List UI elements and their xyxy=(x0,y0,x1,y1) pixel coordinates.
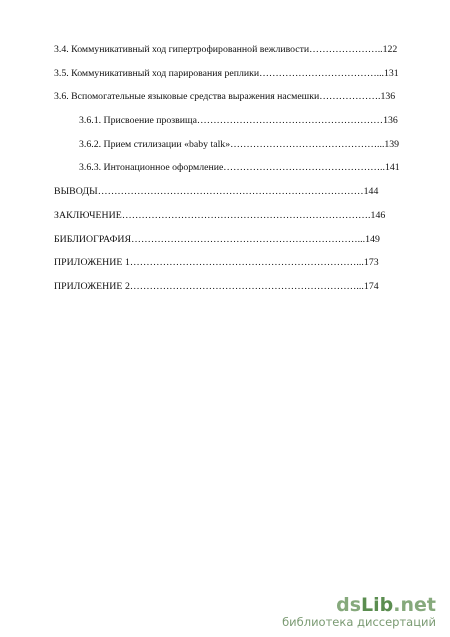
table-of-contents xyxy=(54,38,428,299)
toc-entry-appendix-2: ПРИЛОЖЕНИЕ 2……………………………………………………………...174 xyxy=(54,280,379,292)
dslib-watermark xyxy=(282,595,436,629)
watermark-logo-lib: Lib xyxy=(361,594,394,616)
toc-entry-bibliography: БИБЛИОГРАФИЯ……………………………………………………………...149 xyxy=(54,233,380,245)
toc-entry-3-6: 3.6. Вспомогательные языковые средства выражения насмешки……………….136 xyxy=(54,91,396,103)
watermark-logo xyxy=(282,595,436,616)
toc-entry-3-5: 3.5. Коммуникативный ход парирования реплики………………………………...131 xyxy=(54,67,399,79)
toc-entry-3-6-3: 3.6.3. Интонационное оформление…………………………………………..141 xyxy=(79,162,400,174)
watermark-logo-ds: ds xyxy=(336,594,362,616)
watermark-logo-tld: .net xyxy=(393,594,436,616)
toc-entry-conclusion: ЗАКЛЮЧЕНИЕ………………………………………………………………….146 xyxy=(54,209,386,221)
toc-entry-3-6-2: 3.6.2. Прием стилизации «baby talk»………………………………………...139 xyxy=(79,138,400,150)
toc-entry-appendix-1: ПРИЛОЖЕНИЕ 1……………………………………………………………...173 xyxy=(54,257,379,269)
toc-entry-conclusions: ВЫВОДЫ………………………………………………………………………144 xyxy=(54,186,379,198)
watermark-subtitle: библиотека диссертаций xyxy=(282,615,436,629)
toc-entry-3-4: 3.4. Коммуникативный ход гипертрофированной вежливости…………………..122 xyxy=(54,44,398,55)
toc-entry-3-6-1: 3.6.1. Присвоение прозвища…………………………………………………136 xyxy=(79,115,398,127)
